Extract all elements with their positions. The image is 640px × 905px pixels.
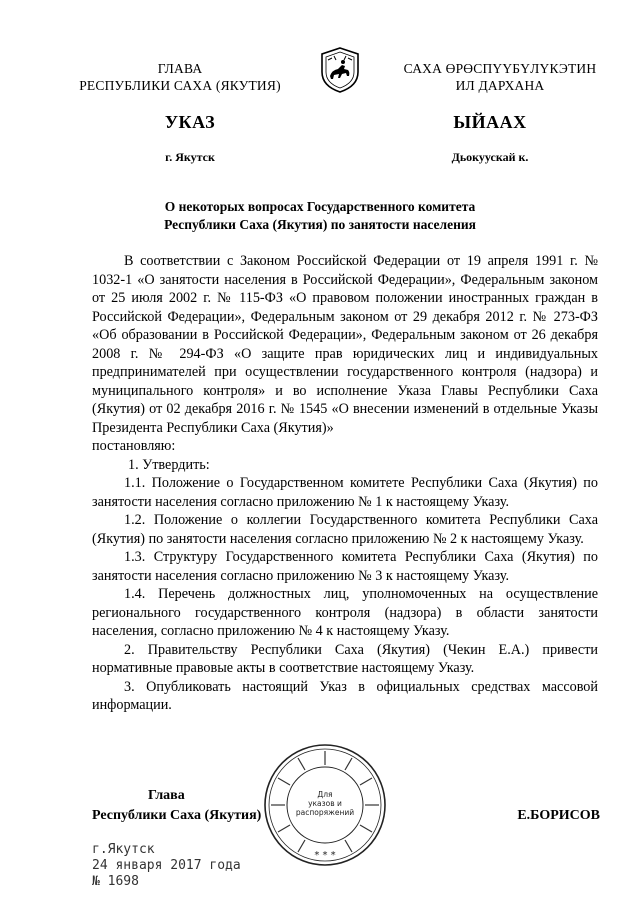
footer-date: 24 января 2017 года xyxy=(92,858,241,873)
stamp-inner-text xyxy=(292,790,358,817)
list-item: 1.4. Перечень должностных лиц, уполномоченных на осуществление регионального государственного контроля (надзора) в области занятости населения, согласно приложению № 4 к настоящему Указу. xyxy=(92,586,598,639)
header-right xyxy=(380,60,620,94)
document-title-line1: О некоторых вопросах Государственного комитета xyxy=(164,199,476,214)
header-left xyxy=(60,60,300,94)
document-title-line2: Республики Саха (Якутия) по занятости населения xyxy=(164,217,476,232)
signature-position-line1: Глава xyxy=(148,788,185,803)
title-right: ЫЙААХ xyxy=(453,112,527,132)
header-right-line2: ИЛ ДАРХАНА xyxy=(455,78,545,93)
coat-of-arms-emblem xyxy=(318,46,362,94)
list-item: 1.1. Положение о Государственном комитете Республики Саха (Якутия) по занятости населения согласно приложению № 1 к настоящему Указу. xyxy=(92,475,598,510)
footer-number: № 1698 xyxy=(92,874,139,889)
document-body xyxy=(92,252,598,715)
title-left: УКАЗ xyxy=(164,112,216,132)
stamp-inner-line2: указов и xyxy=(308,799,342,808)
signature-position-line2: Республики Саха (Якутия) xyxy=(92,808,262,823)
list-item: 1.3. Структуру Государственного комитета Республики Саха (Якутия) по занятости населения согласно приложению № 3 к настоящему Указу. xyxy=(92,549,598,584)
svg-text:* * *: * * * xyxy=(314,850,336,861)
preamble-paragraph: В соответствии с Законом Российской Федерации от 19 апреля 1991 г. № 1032-1 «О занятости населения в Российской Федерации», Федеральным законом от 25 июля 2002 г. № 115-ФЗ «О правовом положении иностранных граждан в Российской Федерации», Федеральным законом от 29 декабря 2012 г. № 273-ФЗ «Об образовании в Российской Федерации», Федеральным законом от 26 декабря 2008 г. № 294-ФЗ «О защите прав юридических лиц и индивидуальных предпринимателей при осуществлении государственного контроля (надзора) и муниципального контроля» и во исполнение Указа Главы Республики Саха (Якутия) от 02 декабря 2016 г. № 1545 «О внесении изменений в отдельные Указы Президента Республики Саха (Якутия)» xyxy=(92,253,598,436)
signature-name: Е.БОРИСОВ xyxy=(517,808,600,823)
header-left-line1: ГЛАВА xyxy=(157,61,203,76)
footer-city: г.Якутск xyxy=(92,842,155,857)
list-item: 1. Утвердить: xyxy=(128,456,210,473)
decree-word: постановляю: xyxy=(92,438,176,454)
stamp-inner-line1: Для xyxy=(317,790,333,799)
document-title xyxy=(80,198,560,234)
footer-block xyxy=(92,842,312,890)
list-item: 2. Правительству Республики Саха (Якутия) (Чекин Е.А.) привести нормативные правовые акты в соответствие настоящему Указу. xyxy=(92,641,598,676)
city-left: г. Якутск xyxy=(165,150,215,164)
city-right: Дьокуускай к. xyxy=(451,150,529,164)
header-left-line2: РЕСПУБЛИКИ САХА (ЯКУТИЯ) xyxy=(79,78,281,93)
stamp-inner-line3: распоряжений xyxy=(295,808,355,817)
list-item: 3. Опубликовать настоящий Указ в официальных средствах массовой информации. xyxy=(92,678,598,713)
list-item: 1.2. Положение о коллегии Государственного комитета Республики Саха (Якутия) по занятости населения согласно приложению № 2 к настоящему Указу. xyxy=(92,512,598,547)
header-right-line1: САХА ӨРӨСПҮҮБҮЛҮКЭТИН xyxy=(403,61,597,76)
